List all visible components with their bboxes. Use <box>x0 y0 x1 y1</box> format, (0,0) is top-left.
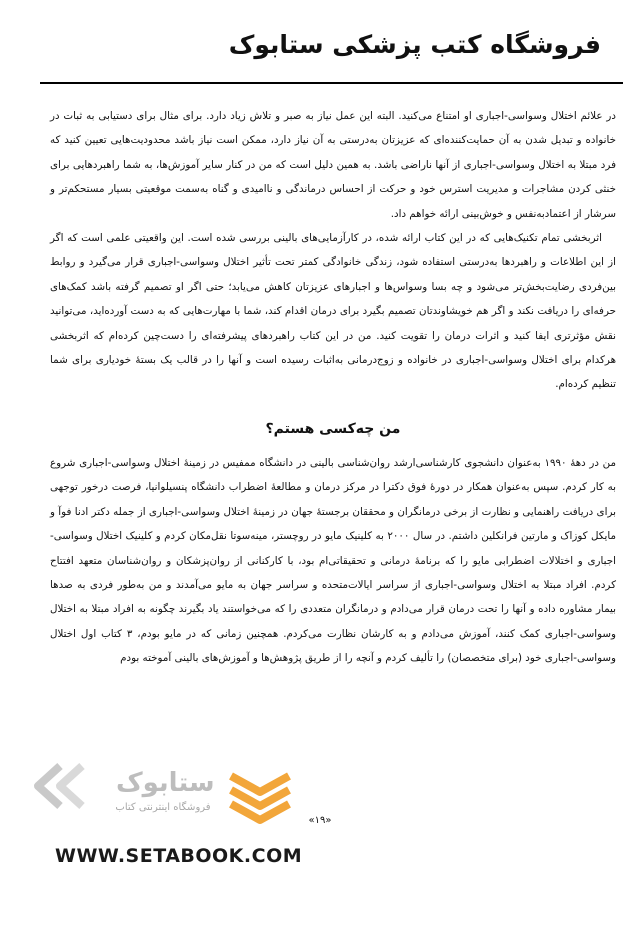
website-url[interactable]: WWW.SETABOOK.COM <box>55 845 303 867</box>
second-paragraph: اثربخشی تمام تکنیک‌هایی که در این کتاب ارائه شده، در کارآزمایی‌های بالینی بررسی شده است. این واقعیتی علمی است که اگر از این اطلاعات و راهبردها به‌درستی استفاده شود، زندگی خانوادگی کمتر تحت تأثیر اختلال وسواسی-اجباری قرار می‌گیرد و روابط بین‌فردی رضایت‌بخش‌تر می‌شود و چه بسا وسواس‌ها و اجبارهای عزیزتان کاهش می‌یابد؛ حتی اگر او تصمیم گرفته باشد کمک‌های حرفه‌ای را دریافت نکند و اگر هم خویشاوندتان تصمیم بگیرد برای درمان اقدام کند، شما با مهارت‌هایی که به دست آورده‌اید، می‌توانید نقش مؤثرتری ایفا کنید و اثرات درمان را تقویت کنید. من در این کتاب راهبردهای پیشرفته‌ای را دست‌چین کرده‌ام که اثربخشی هرکدام برای اختلال وسواسی-اجباری در خانواده و زوج‌درمانی به‌اثبات رسیده است و آنها را در قالب یک بستهٔ خودیاری برای شما تنظیم کرده‌ام. <box>50 232 616 391</box>
chevron-left-icon <box>20 758 110 818</box>
logo-subtitle: فروشگاه اینترنتی کتاب <box>115 802 211 813</box>
page-title: فروشگاه کتب پزشکی ستابوک <box>228 30 601 59</box>
intro-paragraph: در علائم اختلال وسواسی-اجباری او امتناع می‌کنید. البته این عمل نیاز به صبر و تلاش زیاد دارد. برای مثال برای دستیابی به ثبات در خانواده و تبدیل شدن به آن حمایت‌کننده‌ای که عزیزتان به‌درستی به آن نیاز دارد، ممکن است نیاز باشد محدودیت‌هایی تعیین کنید که فرد مبتلا به اختلال وسواسی-اجباری از آنها ناراضی باشد. به همین دلیل است که من در کنار سایر آموزش‌ها، به شما راهبردهایی برای خنثی کردن مشاجرات و مدیریت استرس خود و حرکت از احساس درماندگی و ناامیدی و گناه به‌سمت موقعیتی بسیار مستحکم‌تر و سرشار از اعتمادبه‌نفس و خوش‌بینی ارائه خواهم داد. <box>50 110 616 220</box>
section-paragraph: من در دههٔ ۱۹۹۰ به‌عنوان دانشجوی کارشناسی‌ارشد روان‌شناسی بالینی در دانشگاه ممفیس در زمینهٔ اختلال وسواسی-اجباری شروع به کار کردم. سپس به‌عنوان همکار در دورهٔ فوق دکترا در مرکز درمان و مطالعهٔ اضطراب دانشگاه پنسیلوانیا، فرصت درخور توجهی برای دریافت راهنمایی و نظارت از برخی درمانگران و محققان برجستهٔ جهان در زمینهٔ اختلال وسواسی-اجباری از جمله دکتر ادنا فوآ و مایکل کوزاک و مارتین فرانکلین داشتم. در سال ۲۰۰۰ به کلینیک مایو در روچستر، مینه‌سوتا نقل‌مکان کردم و کلینیک اختلال وسواسی-اجباری و اختلالات اضطرابی مایو را که برنامهٔ درمانی و تحقیقاتی‌ام بود، با کارکنانی از روان‌پزشکان و روان‌شناسان متعهد افتتاح کردم. افراد مبتلا به اختلال وسواسی-اجباری از سراسر ایالات‌متحده و سراسر جهان به مایو می‌آمدند و من به‌طور فردی به صدها بیمار مشاوره داده و آنها را تحت درمان قرار می‌دادم و درمانگران متعددی را که می‌خواستند یاد بگیرند چگونه به افراد مبتلا به اختلال وسواسی-اجباری کمک کنند، آموزش می‌دادم و به کارشان نظارت می‌کردم. همچنین زمانی که در مایو بودم، ۳ کتاب اول اختلال وسواسی-اجباری خود (برای متخصصان) را تألیف کردم و آنچه را از طریق پژوهش‌ها و آموزش‌های بالینی آموخته بودم <box>50 456 616 665</box>
section-heading: من چه‌کسی هستم؟ <box>265 420 401 437</box>
logo-wordmark: ستابوک <box>116 768 215 798</box>
header-divider <box>40 82 623 84</box>
page-number: «۱۹» <box>308 815 332 826</box>
setabook-logo <box>20 758 320 828</box>
document-body <box>50 104 616 671</box>
